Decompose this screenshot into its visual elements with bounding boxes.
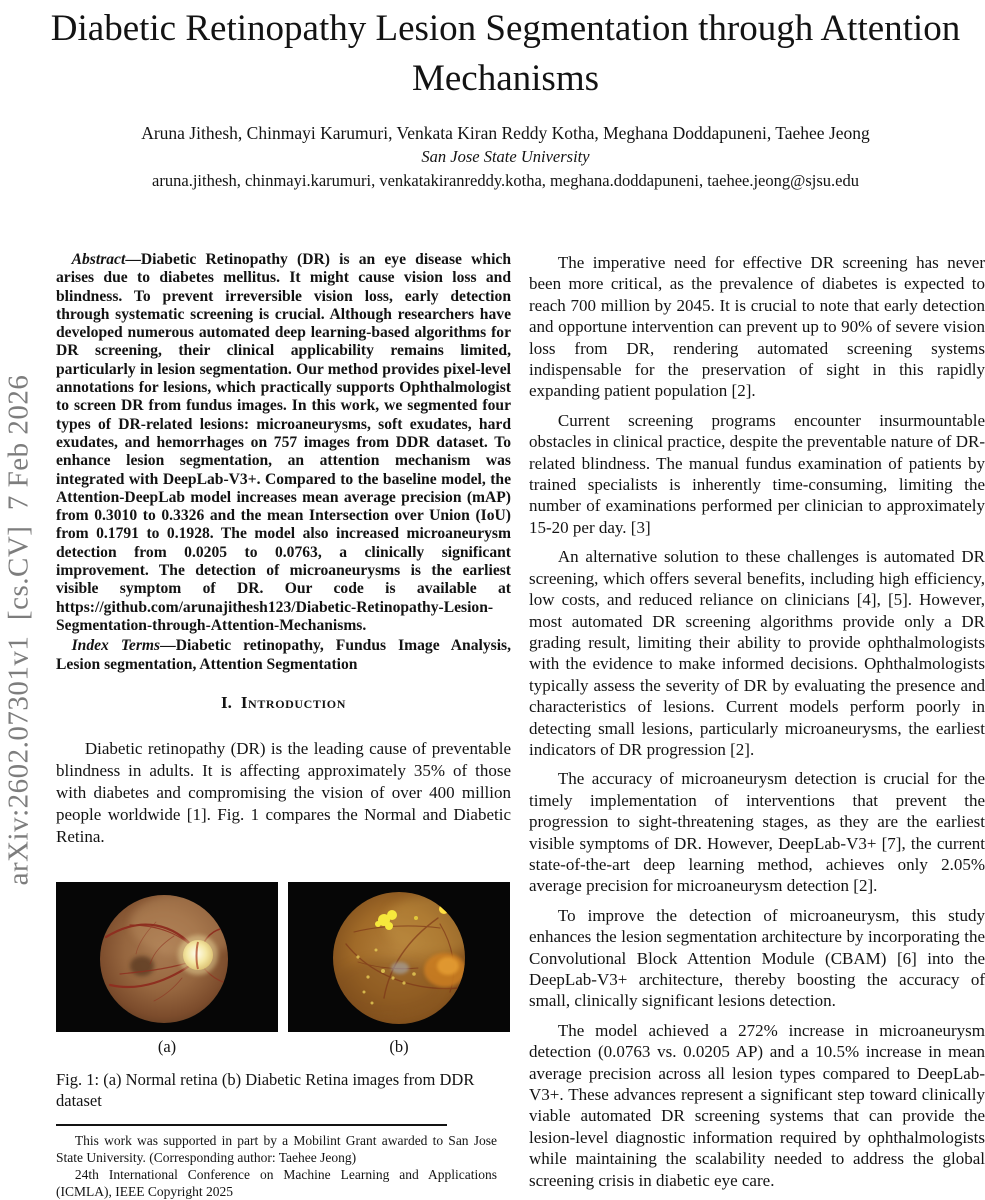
intro-paragraph: Diabetic retinopathy (DR) is the leading cause of preventable blindness in adults. It is affecting approximately 35% of those with diabetes and compromising the vision of over 400 million people worldwide [1]. Fig. 1 compares the Normal and Diabetic Retina. — [56, 738, 511, 846]
footnote-conference: 24th International Conference on Machine Learning and Applications (ICMLA), IEEE Copyright 2025 — [56, 1166, 497, 1199]
paper-header — [28, 4, 983, 191]
normal-retina-illustration — [56, 882, 278, 1032]
abstract-lead: Abstract — [71, 251, 126, 268]
figure-1b-diabetic-retina-image — [288, 882, 510, 1032]
paragraph-cbam-enhancement: To improve the detection of microaneurysm, this study enhances the lesion segmentation architecture by incorporating the Convolutional Block Attention Module (CBAM) [6] into the DeepLab-V3+ architecture, thereby boosting the accuracy of small, clinically significant lesions detection. — [529, 905, 985, 1011]
left-column — [56, 251, 511, 1200]
figure-1-caption: Fig. 1: (a) Normal retina (b) Diabetic Retina images from DDR dataset — [56, 1069, 475, 1110]
right-column — [529, 252, 985, 1191]
footnote-funding: This work was supported in part by a Mobilint Grant awarded to San Jose State University. (Corresponding author: Taehee Jeong) — [56, 1132, 497, 1165]
paragraph-screening-obstacles: Current screening programs encounter insurmountable obstacles in clinical practice, despite the preventable nature of DR-related blindness. The manual fundus examination of patients by trained specialists is inherently time-consuming, limiting the number of examinations performed per clinician to approximately 15-20 per day. [3] — [529, 410, 985, 537]
section-number: I. — [220, 692, 232, 712]
section-heading-introduction — [56, 692, 511, 714]
index-terms-lead: Index Terms — [71, 637, 161, 655]
figure-1a-label: (a) — [157, 1036, 177, 1056]
index-terms-paragraph — [56, 637, 511, 674]
abstract-paragraph — [56, 251, 511, 635]
section-title: Introduction — [240, 692, 347, 712]
paragraph-microaneurysm-accuracy: The accuracy of microaneurysm detection is crucial for the timely implementation of interventions that prevent the progression to sight-threatening stages, as they are the earliest visible symptoms of DR. However, DeepLab-V3+ [7], the current state-of-the-art deep learning method, achieves only 2.05% average precision for microaneurysm detection [2]. — [529, 769, 985, 896]
paragraph-automated-screening: An alternative solution to these challenges is automated DR screening, which offers several benefits, including high efficiency, low costs, and reduced reliance on clinicians [4], [5]. However, most automated DR screening algorithms provide only a DR grading result, limiting their ability to provide ophthalmologists with the evidence to make informed decisions. Ophthalmologists typically assess the severity of DR by evaluating the presence and characteristics of lesions. Current models perform poorly in detecting small lesions, particularly microaneurysms, the earliest indicators of DR progression [2]. — [529, 547, 985, 759]
index-terms-text: —Diabetic retinopathy, Fundus Image Analysis, Lesion segmentation, Attention Segmentation — [56, 637, 511, 673]
paragraph-model-results: The model achieved a 272% increase in microaneurysm detection (0.0763 vs. 0.0205 AP) and a 10.5% increase in mean average precision across all lesion types compared to DeepLab-V3+. These advances represent a significant step toward clinically viable automated DR screening systems that can provide the lesion-level diagnostic information required by ophthalmologists while maintaining the scalability needed to address the global screening crisis in diabetic eye care. — [529, 1020, 985, 1190]
arxiv-watermark: arXiv:2602.07301v1 [cs.CV] 7 Feb 2026 — [2, 374, 35, 886]
figure-1-panel-labels — [56, 1037, 511, 1057]
paper-title: Diabetic Retinopathy Lesion Segmentation through Attention Mechanisms — [50, 8, 961, 99]
author-list: Aruna Jithesh, Chinmayi Karumuri, Venkata Kiran Reddy Kotha, Meghana Doddapuneni, Taehee Jeong — [141, 123, 870, 143]
diabetic-retina-illustration — [288, 882, 510, 1032]
author-emails: aruna.jithesh, chinmayi.karumuri, venkatakiranreddy.kotha, meghana.doddapuneni, taehee.jeong@sjsu.edu — [152, 171, 859, 190]
figure-1 — [56, 882, 511, 1032]
affiliation: San Jose State University — [421, 147, 590, 166]
figure-1b-label: (b) — [389, 1036, 409, 1056]
paragraph-dr-screening-need: The imperative need for effective DR screening has never been more critical, as the prevalence of diabetes is expected to reach 700 million by 2045. It is crucial to note that early detection and opportune intervention can prevent up to 90% of severe vision loss from DR, rendering automated screening systems indispensable for the preservation of sight in this rapidly expanding patient population [2]. — [529, 253, 985, 401]
footnote-block — [56, 1124, 497, 1200]
figure-1a-normal-retina-image — [56, 882, 278, 1032]
abstract-text: —Diabetic Retinopathy (DR) is an eye disease which arises due to diabetes mellitus. It might cause vision loss and blindness. To prevent irreversible vision loss, early detection through systematic screening is crucial. Although researchers have developed numerous automated deep learning-based algorithms for DR screening, their clinical applicability remains limited, particularly in lesion segmentation. Our method provides pixel-level annotations for lesions, which practically supports Ophthalmologist to screen DR from fundus images. In this work, we segmented four types of DR-related lesions: microaneurysms, soft exudates, hard exudates, and hemorrhages on 757 images from DDR dataset. To enhance lesion segmentation, an attention mechanism was integrated with DeepLab-V3+. Compared to the baseline model, the Attention-DeepLab model increases mean average precision (mAP) from 0.3010 to 0.3326 and the mean Intersection over Union (IoU) from 0.1791 to 0.1928. The model also increased microaneurysm detection from 0.0205 to 0.0763, a clinically significant improvement. The detection of microaneurysms is the earliest visible symptom of DR. Our code is available at https://github.com/arunajithesh123/Diabetic-Retinopathy-Lesion-Segmentation-through-Attention-Mechanisms. — [56, 251, 511, 634]
